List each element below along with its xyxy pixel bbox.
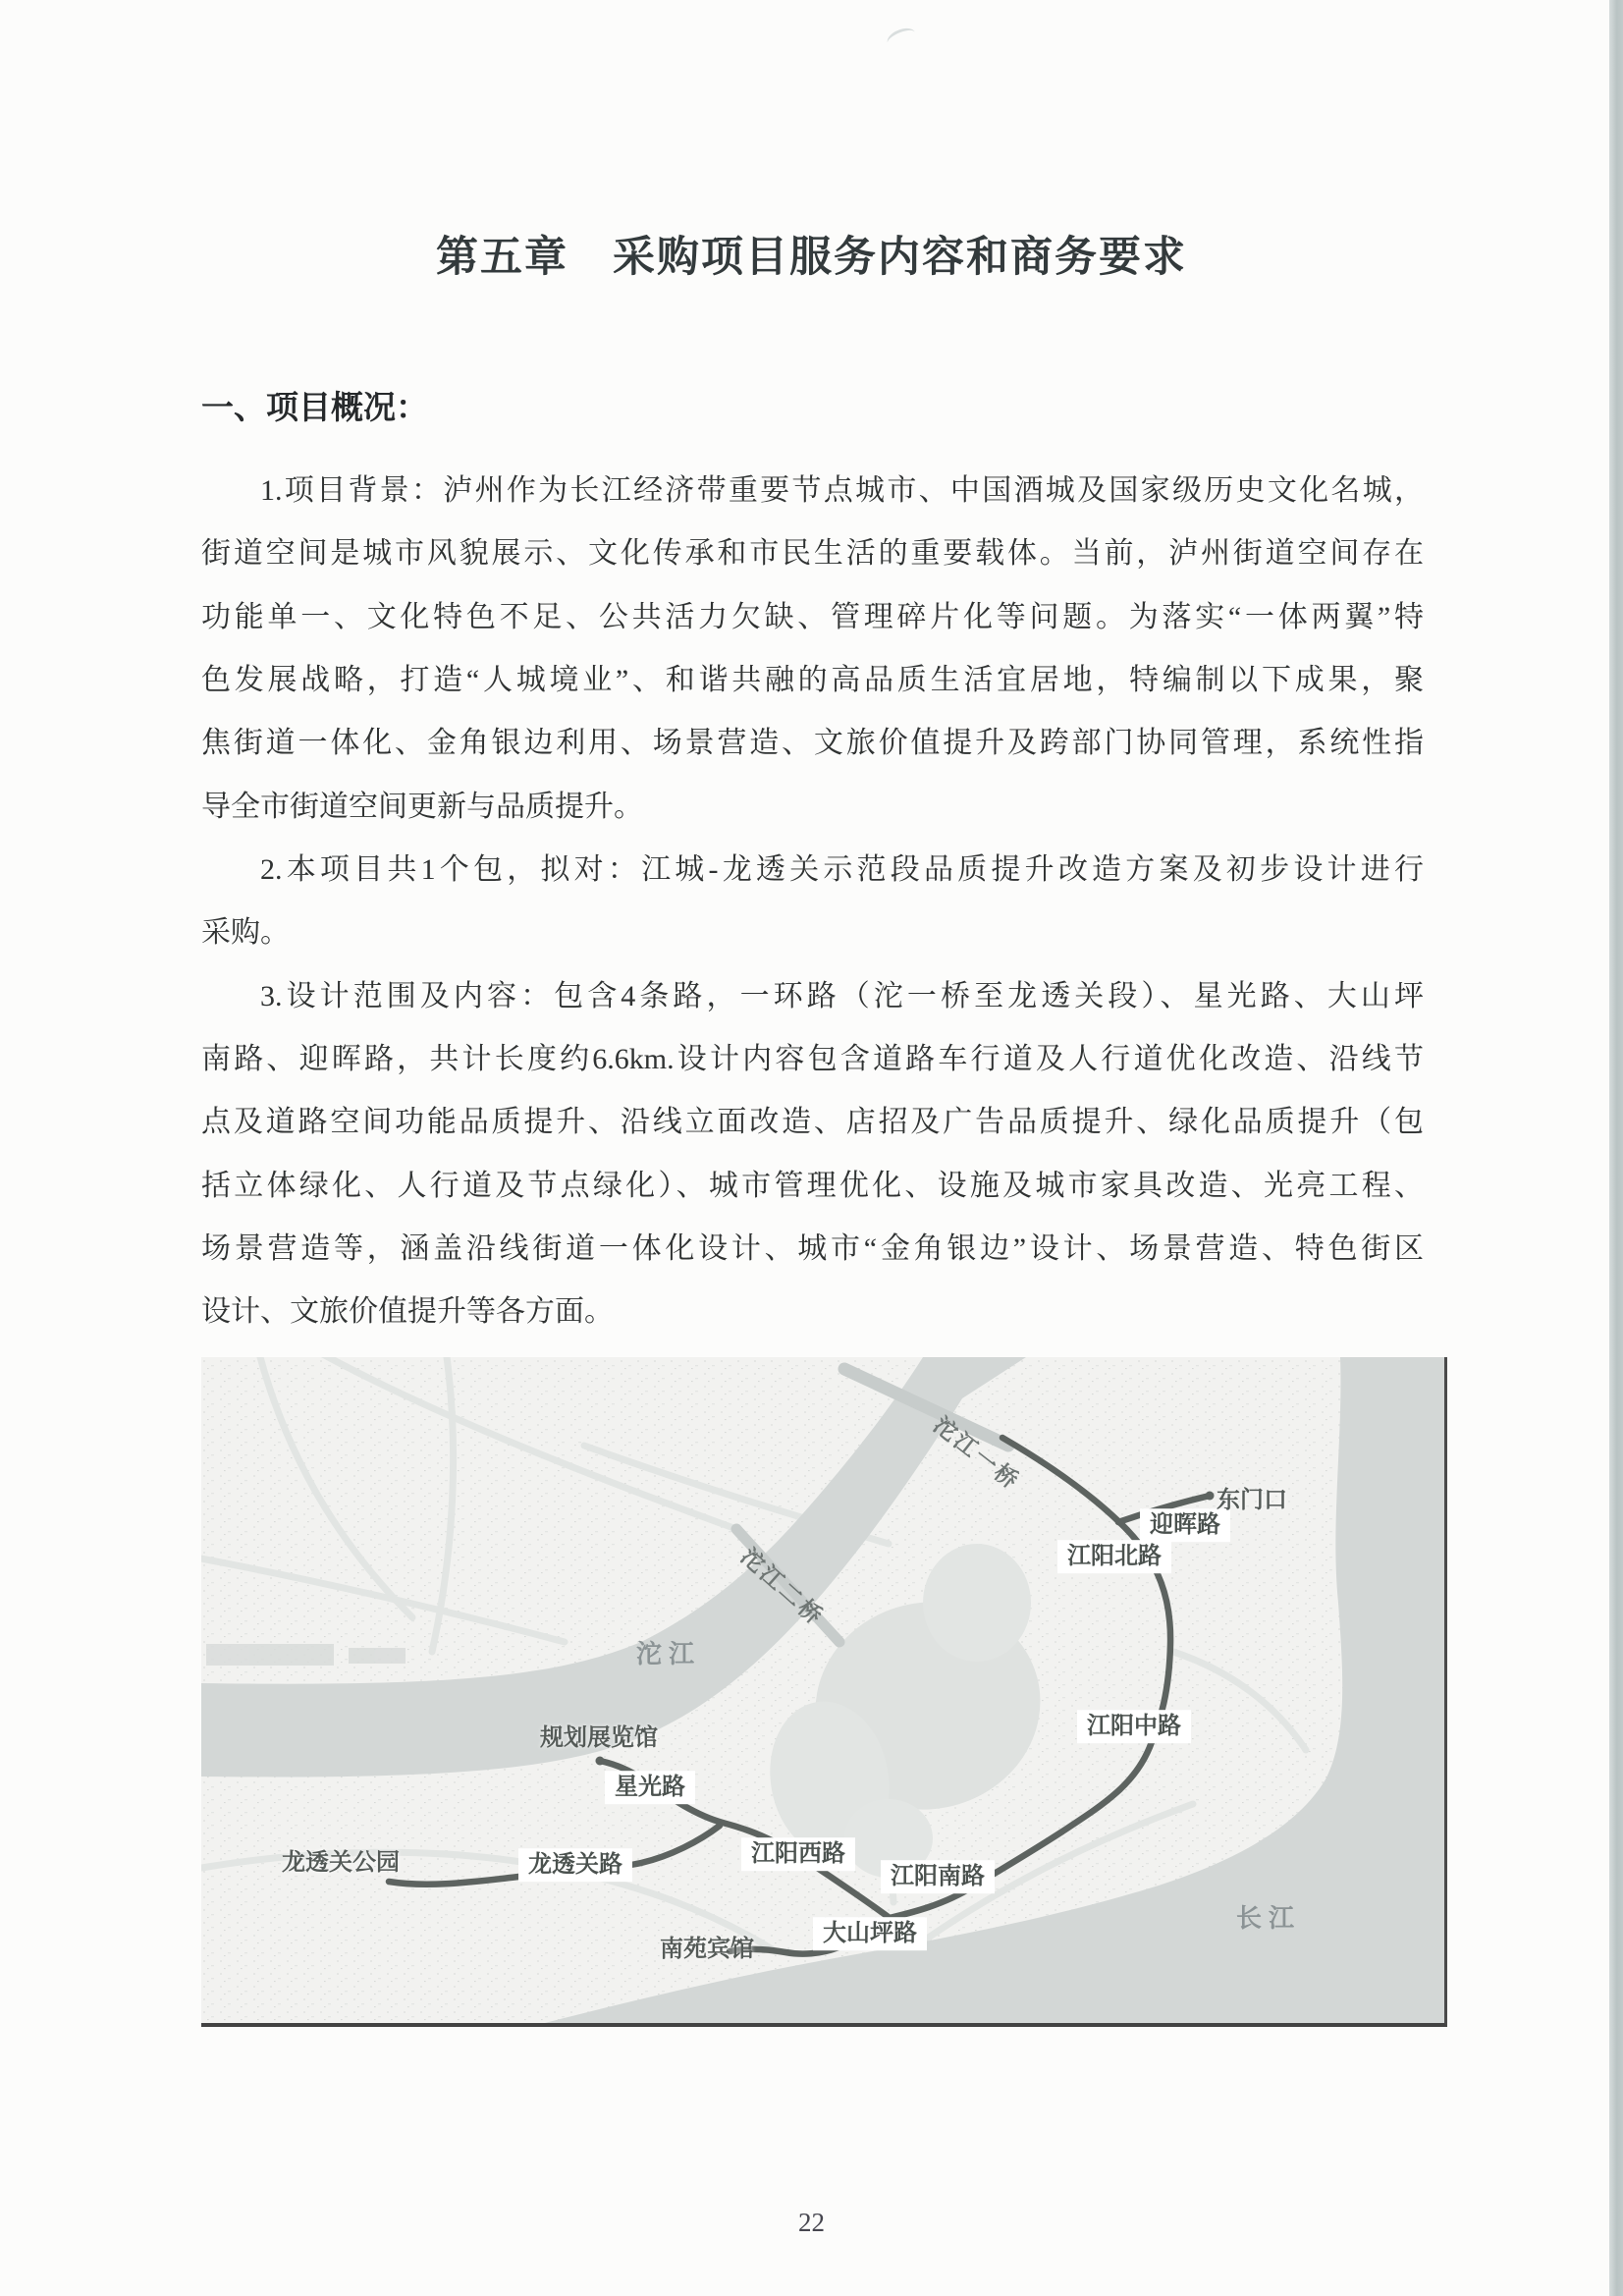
body-text-line: 功能单一、文化特色不足、公共活力欠缺、管理碎片化等问题。为落实“一体两翼”特: [201, 600, 1424, 633]
body-text-line: 导全市街道空间更新与品质提升。: [201, 790, 643, 823]
map-label-chip: 迎晖路: [1140, 1508, 1230, 1542]
map-label-river: 沱江: [635, 1639, 702, 1669]
map-label-chip: 江阳中路: [1077, 1710, 1191, 1743]
scan-artifact: [885, 25, 918, 51]
map-label-river: 长江: [1235, 1903, 1302, 1934]
scan-edge-shadow: [1609, 0, 1623, 2296]
body-text-line: 街道空间是城市风貌展示、文化传承和市民生活的重要载体。当前，泸州街道空间存在: [201, 537, 1424, 571]
map-label-chip: 龙透关路: [518, 1848, 632, 1882]
body-paragraphs: [201, 460, 1424, 1344]
map-label-chip: 江阳西路: [741, 1837, 855, 1871]
body-text-line: 焦街道一体化、金角银边利用、场景营造、文旅价值提升及跨部门协同管理，系统性指: [201, 727, 1424, 760]
body-text-line: 2.本项目共1个包，拟对：江城-龙透关示范段品质提升改造方案及初步设计进行: [260, 853, 1424, 887]
map-label-chip: 大山坪路: [813, 1917, 927, 1950]
map-labels-layer: [201, 1357, 1444, 2023]
map-label-chip: 江阳北路: [1057, 1540, 1171, 1573]
body-text-line: 场景营造等，涵盖沿线街道一体化设计、城市“金角银边”设计、场景营造、特色街区: [201, 1232, 1424, 1266]
page-title: 第五章 采购项目服务内容和商务要求: [436, 234, 1187, 281]
map-label-place: 龙透关公园: [282, 1849, 400, 1877]
body-text-line: 南路、迎晖路，共计长度约6.6km.设计内容包含道路车行道及人行道优化改造、沿线节: [201, 1043, 1424, 1076]
body-text-line: 1.项目背景：泸州作为长江经济带重要节点城市、中国酒城及国家级历史文化名城，: [260, 474, 1424, 507]
map-label-chip: 星光路: [605, 1771, 695, 1804]
section-heading: 一、项目概况：: [201, 389, 428, 425]
map-label-bridge: 沱江一桥: [929, 1411, 1026, 1496]
body-text-line: 色发展战略，打造“人城境业”、和谐共融的高品质生活宜居地，特编制以下成果，聚: [201, 664, 1424, 697]
map-label-place: 南苑宾馆: [660, 1936, 754, 1963]
body-text-line: 3.设计范围及内容：包含4条路，一环路（沱一桥至龙透关段）、星光路、大山坪: [260, 979, 1424, 1012]
map-label-place: 东门口: [1217, 1487, 1287, 1514]
body-text-line: 括立体绿化、人行道及节点绿化）、城市管理优化、设施及城市家具改造、光亮工程、: [201, 1169, 1424, 1202]
map-label-place: 规划展览馆: [540, 1724, 658, 1752]
page-number: 22: [798, 2208, 825, 2237]
map-label-chip: 江阳南路: [881, 1860, 995, 1893]
body-text-line: 设计、文旅价值提升等各方面。: [201, 1295, 614, 1329]
map-label-bridge: 沱江二桥: [735, 1543, 830, 1631]
body-text-line: 点及道路空间功能品质提升、沿线立面改造、店招及广告品质提升、绿化品质提升（包: [201, 1106, 1424, 1139]
map-figure: [201, 1357, 1447, 2027]
body-text-line: 采购。: [201, 916, 290, 950]
